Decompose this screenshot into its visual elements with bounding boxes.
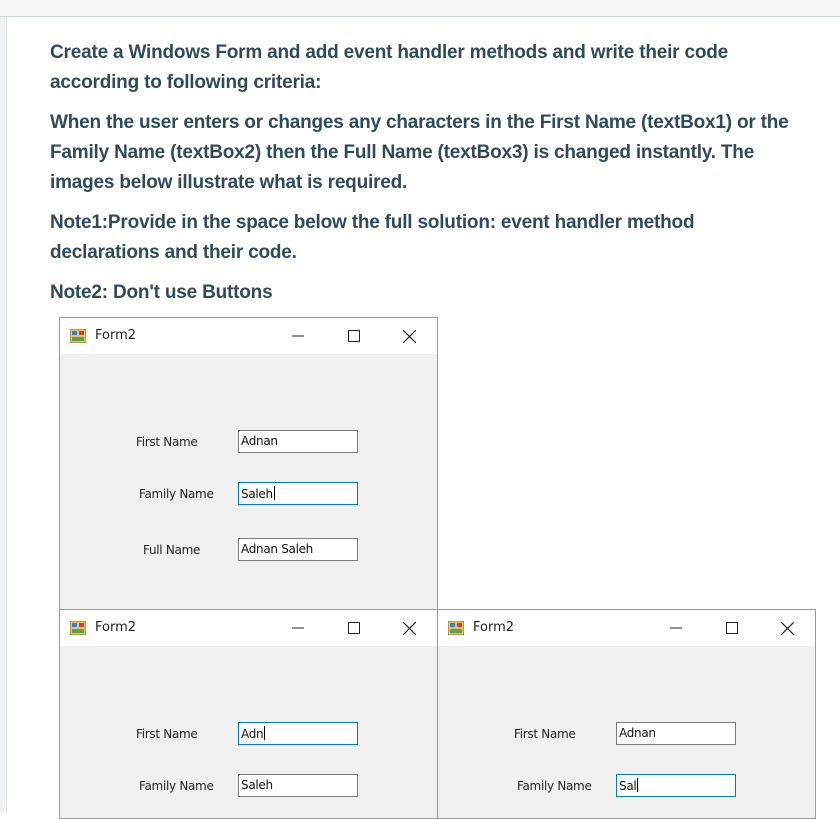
form2-window-family-name-edit [437, 609, 816, 819]
first-name-label: First Name [136, 435, 198, 449]
note1-line-2: declarations and their code. [50, 242, 297, 263]
full-name-label: Full Name [143, 543, 201, 557]
first-name-textbox[interactable]: Adnan [238, 430, 358, 453]
family-name-value: Saleh [241, 487, 273, 501]
close-button[interactable] [396, 324, 422, 348]
text-caret [274, 486, 275, 500]
maximize-icon [726, 622, 738, 634]
window-title: Form2 [95, 328, 137, 343]
minimize-icon [292, 622, 304, 634]
close-icon [403, 330, 416, 343]
family-name-label: Family Name [139, 779, 214, 793]
title-bar [60, 610, 437, 646]
first-name-textbox[interactable] [238, 722, 358, 745]
note1-line-1: Note1:Provide in the space below the full solution: event handler method [50, 212, 695, 233]
window-title: Form2 [95, 620, 137, 635]
full-name-textbox[interactable]: Adnan Saleh [238, 538, 358, 561]
maximize-button[interactable] [341, 616, 367, 640]
first-name-label: First Name [136, 727, 198, 741]
question-line-4: Family Name (textBox2) then the Full Name (textBox3) is changed instantly. The [50, 142, 755, 163]
app-icon [70, 329, 86, 343]
question-line-5: images below illustrate what is required. [50, 172, 408, 193]
family-name-textbox[interactable]: Saleh [238, 774, 358, 797]
family-name-label: Family Name [517, 779, 592, 793]
text-caret [637, 778, 638, 792]
close-button[interactable] [774, 616, 800, 640]
app-icon [70, 621, 86, 635]
question-line-3: When the user enters or changes any characters in the First Name (textBox1) or the [50, 112, 789, 133]
form2-window-full-name [59, 317, 438, 610]
maximize-button[interactable] [341, 324, 367, 348]
minimize-button[interactable] [285, 616, 311, 640]
note2: Note2: Don't use Buttons [50, 282, 273, 303]
close-button[interactable] [396, 616, 422, 640]
first-name-label: First Name [514, 727, 576, 741]
minimize-icon [292, 330, 304, 342]
family-name-value: Sal [619, 779, 637, 793]
form2-window-first-name-edit [59, 609, 438, 819]
maximize-icon [348, 622, 360, 634]
family-name-label: Family Name [139, 487, 214, 501]
first-name-textbox[interactable]: Adnan [616, 722, 736, 745]
question-line-2: according to following criteria: [50, 72, 322, 93]
minimize-button[interactable] [285, 324, 311, 348]
title-bar [438, 610, 815, 646]
first-name-value: Adn [241, 727, 264, 741]
family-name-textbox[interactable] [616, 774, 736, 797]
close-icon [781, 622, 794, 635]
app-icon [448, 621, 464, 635]
window-title: Form2 [473, 620, 515, 635]
maximize-icon [348, 330, 360, 342]
minimize-button[interactable] [663, 616, 689, 640]
question-line-1: Create a Windows Form and add event handler methods and write their code [50, 42, 728, 63]
title-bar [60, 318, 437, 354]
minimize-icon [670, 622, 682, 634]
family-name-textbox[interactable] [238, 482, 358, 505]
page-top-border [0, 0, 840, 17]
left-edge-bar [0, 17, 7, 813]
text-caret [264, 726, 265, 740]
close-icon [403, 622, 416, 635]
maximize-button[interactable] [719, 616, 745, 640]
